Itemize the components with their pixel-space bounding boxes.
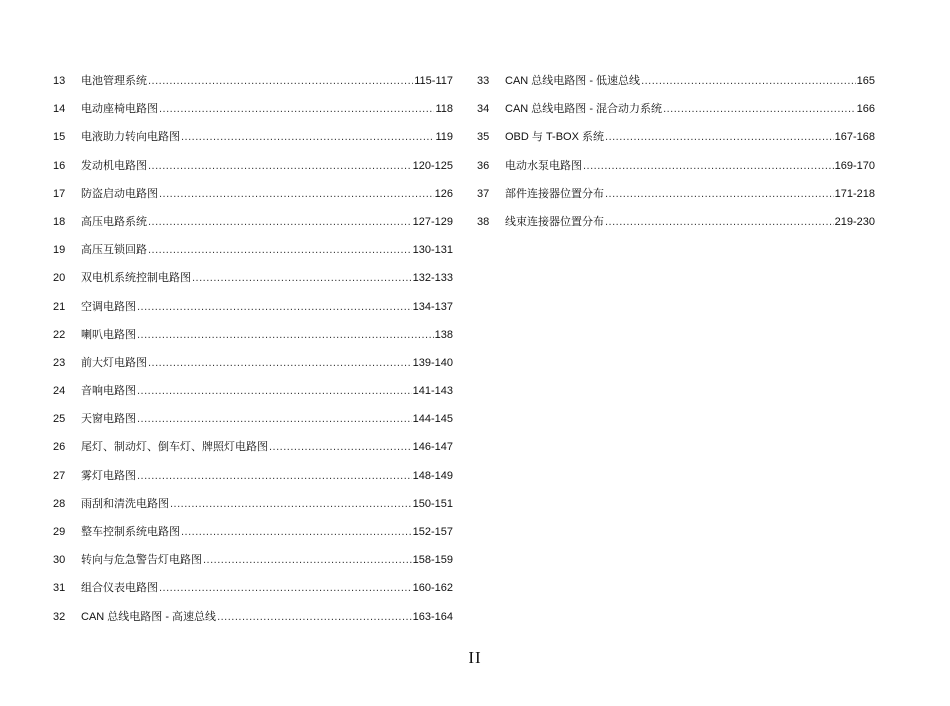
entry-number: 16 (53, 159, 66, 172)
entry-title: 天窗电路图 (81, 413, 136, 426)
entry-number: 17 (53, 187, 66, 200)
entry-number: 29 (53, 526, 66, 538)
entry-number: 37 (477, 187, 490, 200)
dot-leader (605, 128, 834, 146)
toc-entry[interactable] (477, 100, 875, 128)
toc-entry[interactable] (53, 128, 453, 156)
dot-leader (583, 157, 834, 175)
entry-pages: 152-157 (412, 526, 453, 538)
entry-pages: 160-162 (412, 582, 453, 595)
toc-entry[interactable] (53, 185, 453, 213)
entry-title: 整车控制系统电路图 (81, 526, 180, 538)
toc-entry[interactable] (477, 213, 875, 241)
toc-left-column (53, 72, 453, 636)
dot-leader (217, 608, 412, 626)
entry-pages: 171-218 (834, 187, 875, 200)
entry-pages: 138 (434, 328, 453, 341)
page-number: II (468, 648, 482, 667)
entry-title: OBD 与 T-BOX 系统 (505, 131, 605, 144)
entry-title: 电动水泵电路图 (505, 159, 582, 172)
toc-entry[interactable] (53, 157, 453, 185)
dot-leader (663, 100, 856, 118)
entry-number: 23 (53, 356, 66, 369)
entry-number: 18 (53, 215, 66, 228)
dot-leader (192, 269, 412, 287)
entry-title: CAN 总线电路图 - 低速总线 (505, 75, 641, 87)
entry-pages: 120-125 (412, 159, 453, 172)
entry-pages: 146-147 (412, 441, 453, 454)
entry-pages: 169-170 (834, 159, 875, 172)
toc-entry[interactable] (53, 72, 453, 100)
entry-pages: 141-143 (412, 385, 453, 398)
entry-number: 36 (477, 159, 490, 172)
entry-pages: 130-131 (412, 244, 453, 257)
entry-title: 防盗启动电路图 (81, 187, 158, 200)
entry-title: 雾灯电路图 (81, 469, 136, 482)
entry-title: 电动座椅电路图 (81, 103, 158, 116)
entry-pages: 165 (856, 75, 875, 87)
entry-number: 38 (477, 215, 490, 228)
entry-number: 31 (53, 582, 66, 595)
dot-leader (148, 213, 412, 231)
dot-leader (181, 523, 412, 541)
entry-title: 转向与危急警告灯电路图 (81, 554, 202, 567)
entry-number: 34 (477, 103, 490, 116)
entry-number: 20 (53, 272, 66, 285)
entry-title: 电池管理系统 (81, 75, 147, 87)
toc-entry[interactable] (53, 438, 453, 466)
entry-number: 26 (53, 441, 66, 454)
entry-title: CAN 总线电路图 - 高速总线 (81, 610, 217, 623)
toc-entry[interactable] (53, 241, 453, 269)
entry-title: 部件连接器位置分布 (505, 187, 604, 200)
toc-entry[interactable] (53, 467, 453, 495)
entry-pages: 158-159 (412, 554, 453, 567)
entry-title: 组合仪表电路图 (81, 582, 158, 595)
dot-leader (269, 438, 412, 456)
dot-leader (148, 241, 412, 259)
dot-leader (148, 157, 412, 175)
entry-number: 22 (53, 328, 66, 341)
dot-leader (137, 410, 412, 428)
entry-pages: 150-151 (412, 497, 453, 510)
toc-entry[interactable] (53, 523, 453, 551)
entry-number: 35 (477, 131, 490, 144)
entry-title: 线束连接器位置分布 (505, 215, 604, 228)
entry-title: 双电机系统控制电路图 (81, 272, 191, 285)
toc-entry[interactable] (53, 269, 453, 297)
entry-title: 前大灯电路图 (81, 356, 147, 369)
entry-number: 32 (53, 610, 66, 623)
dot-leader (137, 467, 412, 485)
toc-entry[interactable] (53, 495, 453, 523)
entry-pages: 127-129 (412, 215, 453, 228)
toc-entry[interactable] (53, 579, 453, 607)
toc-entry[interactable] (477, 185, 875, 213)
entry-number: 25 (53, 413, 66, 426)
entry-number: 13 (53, 75, 66, 87)
entry-pages: 132-133 (412, 272, 453, 285)
dot-leader (137, 298, 412, 316)
toc-entry[interactable] (53, 100, 453, 128)
entry-pages: 139-140 (412, 356, 453, 369)
dot-leader (159, 579, 412, 597)
toc-entry[interactable] (53, 551, 453, 579)
entry-number: 15 (53, 131, 66, 144)
entry-title: 喇叭电路图 (81, 328, 136, 341)
entry-title: 高压互锁回路 (81, 244, 147, 257)
entry-title: 尾灯、制动灯、倒车灯、牌照灯电路图 (81, 441, 268, 454)
dot-leader (159, 185, 434, 203)
dot-leader (148, 72, 413, 90)
entry-number: 21 (53, 300, 66, 313)
entry-number: 24 (53, 385, 66, 398)
toc-entry[interactable] (53, 410, 453, 438)
entry-number: 30 (53, 554, 66, 567)
entry-pages: 115-117 (414, 75, 453, 87)
dot-leader (605, 185, 834, 203)
toc-entry[interactable] (477, 157, 875, 185)
dot-leader (181, 128, 434, 146)
toc-entry[interactable] (477, 128, 875, 156)
toc-right-column (477, 72, 875, 241)
entry-pages: 134-137 (412, 300, 453, 313)
entry-number: 19 (53, 244, 66, 257)
entry-pages: 167-168 (834, 131, 875, 144)
entry-title: 发动机电路图 (81, 159, 147, 172)
toc-entry[interactable] (53, 608, 453, 636)
dot-leader (137, 326, 434, 344)
dot-leader (203, 551, 412, 569)
entry-title: 雨刮和清洗电路图 (81, 497, 169, 510)
entry-number: 14 (53, 103, 66, 116)
toc-entry[interactable] (53, 382, 453, 410)
entry-pages: 166 (856, 103, 875, 116)
dot-leader (137, 382, 412, 400)
dot-leader (605, 213, 834, 231)
dot-leader (641, 72, 856, 90)
dot-leader (159, 100, 434, 118)
entry-title: 电液助力转向电路图 (81, 131, 180, 144)
entry-pages: 118 (435, 103, 453, 116)
toc-entry[interactable] (53, 213, 453, 241)
toc-entry[interactable] (53, 326, 453, 354)
entry-pages: 163-164 (412, 610, 453, 623)
entry-pages: 144-145 (412, 413, 453, 426)
entry-title: 空调电路图 (81, 300, 136, 313)
entry-pages: 126 (434, 187, 453, 200)
entry-pages: 119 (435, 131, 453, 144)
entry-pages: 219-230 (834, 215, 875, 228)
dot-leader (170, 495, 412, 513)
toc-entry[interactable] (53, 354, 453, 382)
entry-number: 27 (53, 469, 66, 482)
entry-number: 28 (53, 497, 66, 510)
entry-title: 音响电路图 (81, 385, 136, 398)
dot-leader (148, 354, 412, 372)
entry-pages: 148-149 (412, 469, 453, 482)
entry-number: 33 (477, 75, 490, 87)
toc-entry[interactable] (477, 72, 875, 100)
entry-title: 高压电路系统 (81, 215, 147, 228)
entry-title: CAN 总线电路图 - 混合动力系统 (505, 103, 663, 116)
toc-entry[interactable] (53, 298, 453, 326)
